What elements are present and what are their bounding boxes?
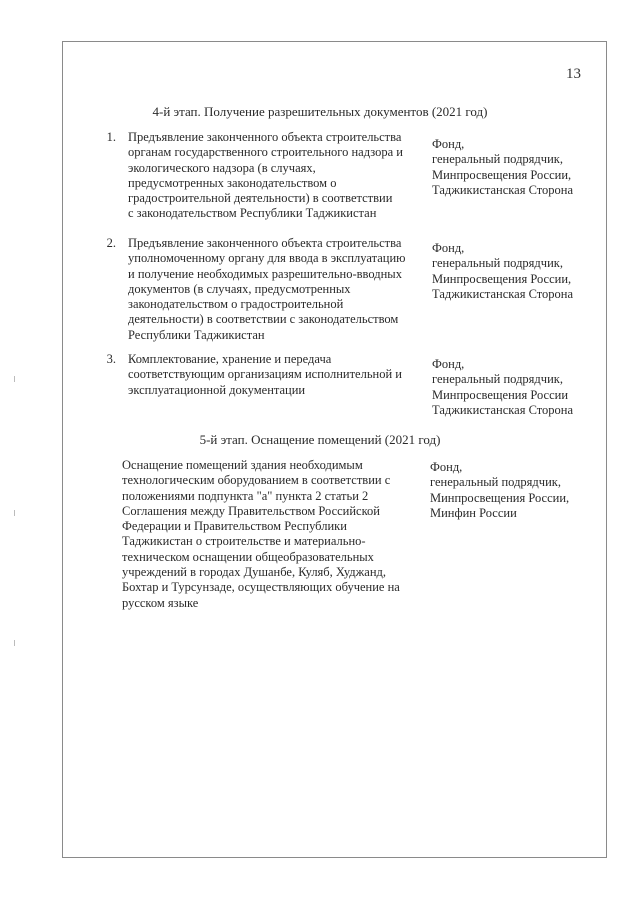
stage-5-item-description: Оснащение помещений здания необходимым технологическим оборудованием в соответствии с положениями подпункта "а" пункта 2 статьи 2 Соглашения между Правительством Российской Федерации и Правительством Республики Таджикистан о строительстве и материально- техническом оснащении общеобразовательных учреждений в городах Душанбе, Куляб, Худжанд, Бохтар и Турсунзаде, осуществляющих обучение на русском языке bbox=[122, 458, 400, 610]
item-3-description: Комплектование, хранение и передача соответствующим организациям исполнительной и эксплуатационной документации bbox=[128, 352, 402, 397]
item-1-description: Предъявление законченного объекта строительства органам государственного строительного надзора и экологического надзора (в случаях, предусмотренных законодательством о градостроительной деятельности) в соответствии с законодательством Республики Таджикистан bbox=[128, 130, 403, 221]
scan-speck bbox=[14, 376, 15, 382]
scan-speck bbox=[14, 510, 15, 516]
scan-speck bbox=[14, 640, 15, 646]
item-1-number: 1. bbox=[106, 130, 116, 144]
item-2-responsible: Фонд, генеральный подрядчик, Минпросвещения России, Таджикистанская Сторона bbox=[432, 241, 574, 301]
item-3-responsible: Фонд, генеральный подрядчик, Минпросвещения России Таджикистанская Сторона bbox=[432, 357, 574, 417]
item-1-responsible: Фонд, генеральный подрядчик, Минпросвещения России, Таджикистанская Сторона bbox=[432, 137, 574, 197]
page-number: 13 bbox=[566, 66, 581, 82]
item-2-description: Предъявление законченного объекта строительства уполномоченному органу для ввода в эксплуатацию и получение необходимых разрешительно-вводных документов (в случаях, предусмотренных законодательством о градостроительной деятельности) в соответствии с законодательством Республики Таджикистан bbox=[128, 236, 406, 342]
item-2-number: 2. bbox=[106, 236, 116, 250]
stage-4-heading: 4-й этап. Получение разрешительных документов (2021 год) bbox=[152, 104, 488, 119]
stage-5-item-responsible: Фонд, генеральный подрядчик, Минпросвещения России, Минфин России bbox=[430, 460, 570, 520]
item-3-number: 3. bbox=[106, 352, 116, 366]
stage-5-heading: 5-й этап. Оснащение помещений (2021 год) bbox=[199, 432, 441, 447]
